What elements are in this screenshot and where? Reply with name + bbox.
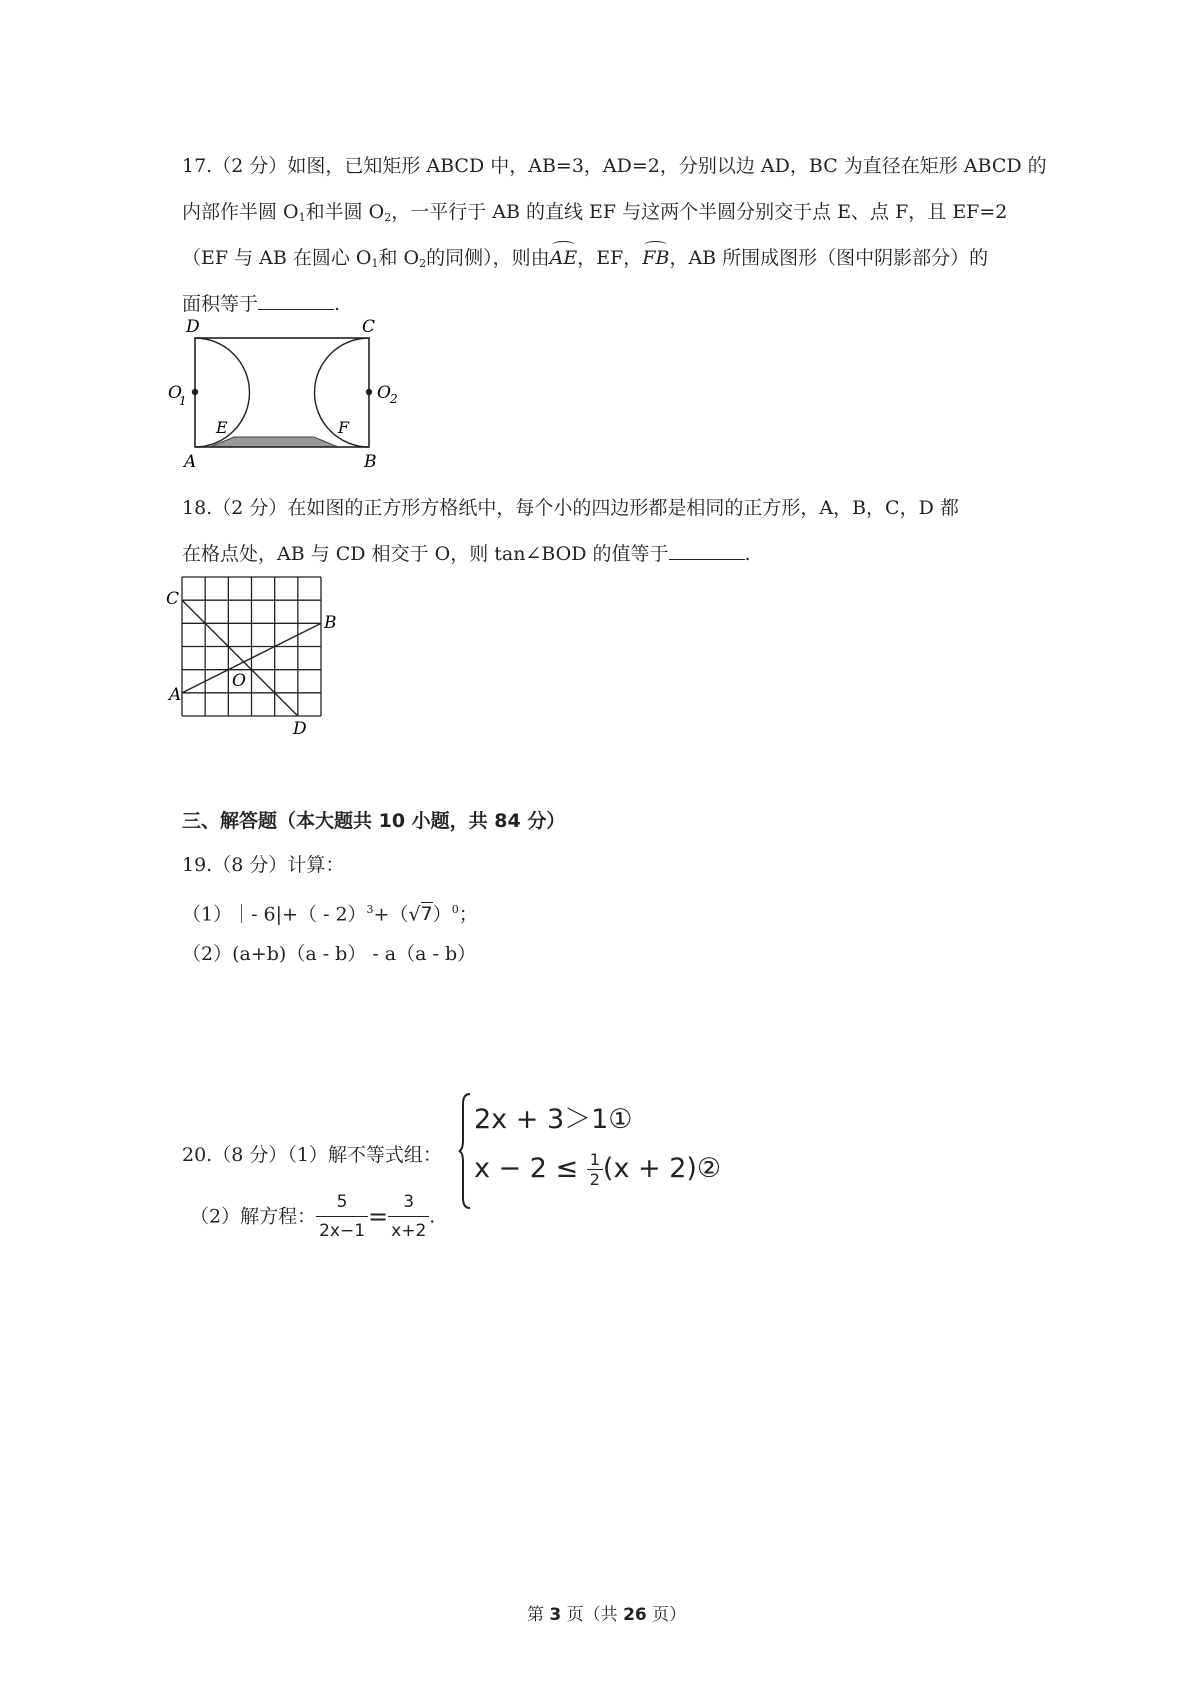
label-o: O (232, 671, 246, 691)
system-brace (458, 1092, 472, 1210)
q18-line1: 18.（2 分）在如图的正方形方格纸中，每个小的四边形都是相同的正方形，A，B，C，D 都 (182, 497, 959, 519)
label-b: B (364, 452, 377, 472)
label-d: D (293, 719, 307, 739)
label-o1: O (168, 383, 182, 403)
figure-17-rectangle-semicircles (168, 312, 418, 477)
label-a: A (169, 685, 182, 705)
arc-fb: FB (642, 244, 669, 272)
q17-line1: 17.（2 分）如图，已知矩形 ABCD 中，AB=3，AD=2，分别以边 AD，BC 为直径在矩形 ABCD 的 (182, 155, 1047, 177)
q17-line2: 内部作半圆 $O_1$和半圆 $O_2$，一平行于 AB 的直线 EF 与这两个半圆分别交于点 E、点 F，且 EF=2 (182, 201, 1008, 224)
label-d: D (186, 317, 200, 337)
q18-line2: 在格点处，AB 与 CD 相交于 O，则 tan∠BOD 的值等于 . (182, 543, 751, 565)
answer-blank (669, 541, 745, 560)
q19-line1: 19.（8 分）计算： (182, 854, 345, 876)
inequality-1: 2x + 3＞1① (474, 1104, 633, 1135)
label-c: C (362, 317, 376, 337)
label-o1-sub: 1 (179, 394, 187, 408)
q19-part1: （1）｜- $6|+( - 2)^3+(√7)^0$； (182, 903, 478, 926)
label-f: F (338, 418, 350, 437)
figure-18-grid (160, 570, 360, 740)
arc-ae: AE (550, 244, 578, 272)
label-c: C (166, 589, 180, 609)
label-b: B (324, 613, 337, 633)
q17-line4: 面积等于 . (182, 293, 341, 315)
sqrt-symbol: √ (408, 903, 421, 926)
page-footer: 第 3 页（共 26 页） (527, 1605, 687, 1625)
label-o2-sub: 2 (390, 392, 398, 406)
answer-blank (258, 291, 334, 310)
q20-part2: （2）解方程： $\frac{5}{2x-1}$ = $\frac{3}{x+2}$ . (190, 1188, 435, 1245)
q17-line3: （EF 与 AB 在圆心 $O_1$和 $O_2$的同侧），则由AE，EF，FB，AB 所围成图形（图中阴影部分）的 (182, 244, 988, 278)
section-heading: 三、解答题（本大题共 10 小题，共 84 分） (182, 810, 566, 832)
label-e: E (216, 418, 228, 437)
label-o2: O (377, 383, 391, 403)
inequality-2: x − 2 ≤ $\frac{1}{2}$ (x + 2)② (474, 1150, 722, 1189)
q19-part2: （2）(a+b)（a - b） - a（a - b） (182, 943, 477, 965)
label-a: A (184, 452, 197, 472)
q20-line1: 20.（8 分）（1）解不等式组： (182, 1144, 442, 1166)
